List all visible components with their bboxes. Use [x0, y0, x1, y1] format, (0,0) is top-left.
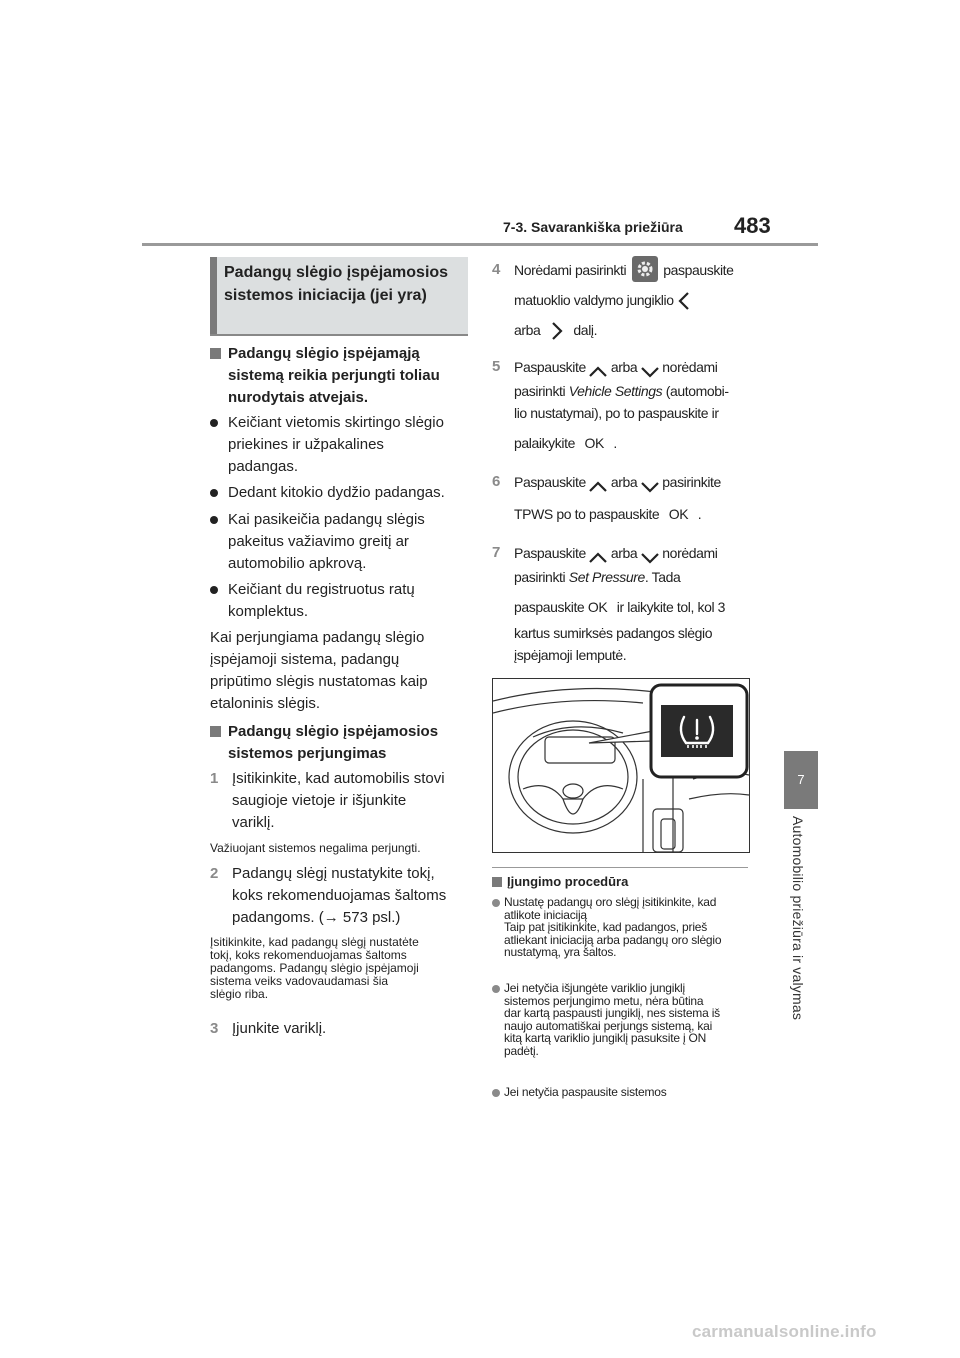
section-title: Padangų slėgio įspėjamosios sistemos iniciacija (jei yra) — [224, 264, 449, 304]
gear-icon — [632, 256, 658, 282]
chevron-up-icon — [589, 362, 607, 374]
note-item: Jei netyčia paspausite sistemos — [492, 1086, 754, 1100]
ok-button-symbol: OK — [587, 599, 608, 615]
list-item: Keičiant vietomis skirtingo slėgio priekines ir užpakalines padangas. — [210, 412, 470, 478]
step-4: 4 Norėdami pasirinkti paspauskite matuoklio valdymo jungiklio arba dalį. — [492, 259, 762, 347]
step-6: 6 Paspauskite arba pasirinkite TPWS po to paspauskite OK . — [492, 471, 762, 527]
square-bullet-icon — [210, 726, 221, 737]
note-item: Nustatę padangų oro slėgį įsitikinkite, kad atlikote iniciaciją Taip pat įsitikinkite, kad padangos, prieš atliekant iniciaciją arba padangų oro slėgio nustatymą, yra šaltos. — [492, 896, 754, 966]
step-1-note: Važiuojant sistemos negalima perjungti. — [210, 841, 421, 855]
ok-button-symbol: OK — [584, 435, 604, 451]
chevron-up-icon — [589, 548, 607, 560]
watermark: carmanualsonline.info — [692, 1322, 877, 1341]
step-5: 5 Paspauskite arba norėdami pasirinkti Vehicle Settings (automobi- lio nustatymai), po to paspauskite ir palaikykite OK . — [492, 356, 762, 456]
bullet-dot-icon — [492, 985, 500, 993]
divider — [492, 867, 748, 868]
chapter-tab[interactable]: 7 — [784, 751, 818, 809]
title-accent-bar — [210, 257, 217, 334]
square-bullet-icon — [492, 877, 502, 887]
notes-heading: Įjungimo procedūra — [492, 874, 752, 890]
step-7: 7 Paspauskite arba norėdami pasirinkti Set Pressure. Tada paspauskite OK ir laikykite tol, kol 3 kartus sumirksės padangos slėgio įspėjamoji lemputė. — [492, 544, 726, 663]
chevron-down-icon — [641, 548, 659, 560]
bullet-dot-icon — [492, 899, 500, 907]
bullet-dot-icon — [210, 419, 218, 427]
page-number: 483 — [734, 213, 771, 238]
subhead-reset-procedure: Padangų slėgio įspėjamosios sistemos perjungimas — [210, 721, 470, 765]
chevron-left-icon — [677, 292, 691, 310]
tire-pressure-warning-icon — [672, 705, 734, 753]
chevron-down-icon — [641, 477, 659, 489]
chevron-right-icon — [550, 322, 564, 340]
list-item: Dedant kitokio dydžio padangas. — [210, 482, 470, 504]
square-bullet-icon — [210, 348, 221, 359]
list-item: Kai pasikeičia padangų slėgis pakeitus važiavimo greitį ar automobilio apkrovą. — [210, 509, 470, 575]
bullet-dot-icon — [492, 1089, 500, 1097]
bullet-dot-icon — [210, 489, 218, 497]
chevron-up-icon — [589, 477, 607, 489]
paragraph-reference-pressure: Kai perjungiama padangų slėgio įspėjamoji sistema, padangų pripūtimo slėgis nustatomas kaip etaloninis slėgis. — [210, 629, 428, 712]
bullet-dot-icon — [210, 586, 218, 594]
note-item: Jei netyčia išjungėte variklio jungiklį sistemos perjungimo metu, nėra būtina dar kartą paspausti jungiklį, nes sistema iš naujo automatiškai perjungs sistemą, kai kitą kartą variklio jungiklį pasuksite į ON padėtį. — [492, 982, 754, 1066]
bullet-dot-icon — [210, 516, 218, 524]
list-item: Keičiant du registruotus ratų komplektus. — [210, 579, 470, 623]
header-rule — [142, 243, 818, 246]
step-1: 1 Įsitikinkite, kad automobilis stovi saugioje vietoje ir išjunkite variklį. — [210, 770, 445, 831]
section-label: 7-3. Savarankiška priežiūra — [503, 219, 683, 235]
subhead-when-to-reset: Padangų slėgio įspėjamąją sistemą reikia perjungti toliau nurodytais atvejais. — [210, 343, 470, 409]
chapter-title: Automobilio priežiūra ir valymas — [790, 816, 806, 1021]
chevron-down-icon — [641, 362, 659, 374]
ok-button-symbol: OK — [668, 506, 689, 522]
section-title-box — [210, 257, 468, 336]
step-3: 3 Įjunkite variklį. — [210, 1020, 327, 1037]
step-2: 2 Padangų slėgį nustatykite tokį, koks rekomenduojamas šaltoms padangoms. (→ 573 psl.) — [210, 865, 447, 926]
step-2-note: Įsitikinkite, kad padangų slėgį nustatėte tokį, koks rekomenduojamas šaltoms padangoms. Padangų slėgio įspėjamoji sistema veiks vadovaudamasi šia slėgio riba. — [210, 935, 419, 1001]
